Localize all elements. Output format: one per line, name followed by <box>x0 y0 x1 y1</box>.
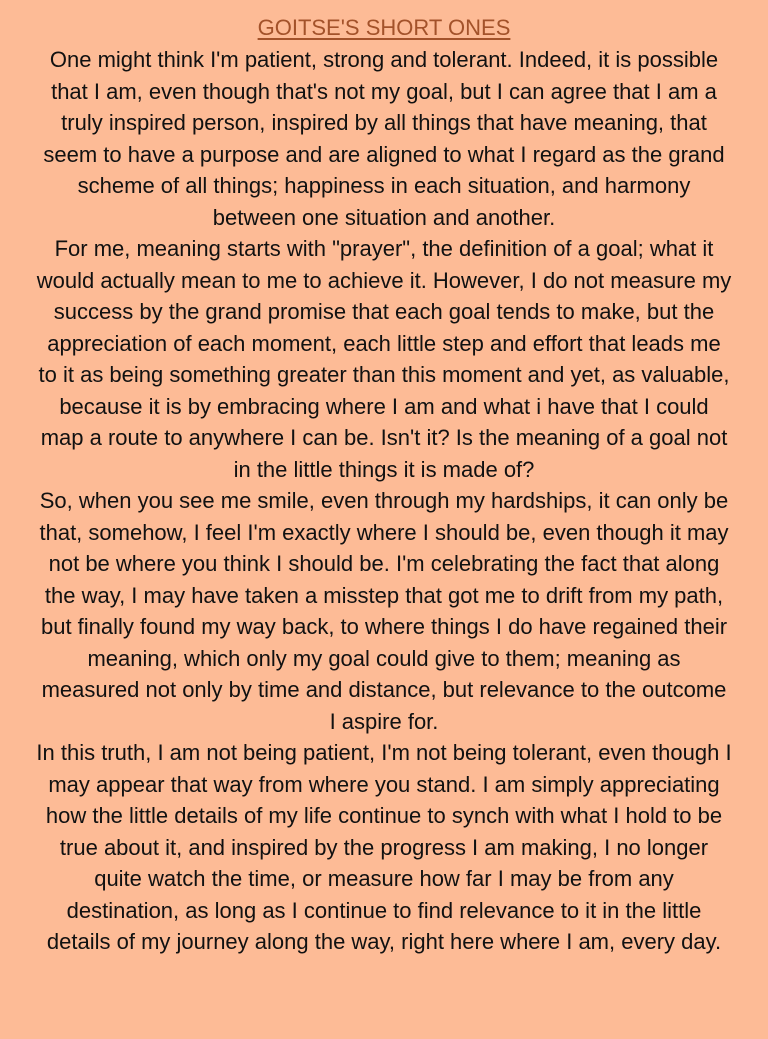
paragraph-1: One might think I'm patient, strong and tolerant. Indeed, it is possible that I am, even though that's not my goal, but I can agree that I am a truly inspired person, inspired by all things that have meaning, that seem to have a purpose and are aligned to what I regard as the grand scheme of all things; happiness in each situation, and harmony between one situation and another. <box>43 47 725 230</box>
paragraph-2: For me, meaning starts with "prayer", the definition of a goal; what it would actually mean to me to achieve it. However, I do not measure my success by the grand promise that each goal tends to make, but the appreciation of each moment, each little step and effort that leads me to it as being something greater than this moment and yet, as valuable, because it is by embracing where I am and what i have that I could map a route to anywhere I can be. Isn't it? Is the meaning of a goal not in the little things it is made of? <box>36 236 732 482</box>
paragraph-4: In this truth, I am not being patient, I'm not being tolerant, even though I may appear that way from where you stand. I am simply appreciating how the little details of my life continue to synch with what I hold to be true about it, and inspired by the progress I am making, I no longer quite watch the time, or measure how far I may be from any destination, as long as I continue to find relevance to it in the little details of my journey along the way, right here where I am, every day. <box>36 740 732 954</box>
paragraph-3: So, when you see me smile, even through my hardships, it can only be that, somehow, I feel I'm exactly where I should be, even though it may not be where you think I should be. I'm celebrating the fact that along the way, I may have taken a misstep that got me to drift from my path, but finally found my way back, to where things I do have regained their meaning, which only my goal could give to them; meaning as measured not only by time and distance, but relevance to the outcome I aspire for. <box>39 488 729 734</box>
document-title: GOITSE'S SHORT ONES <box>257 15 511 40</box>
